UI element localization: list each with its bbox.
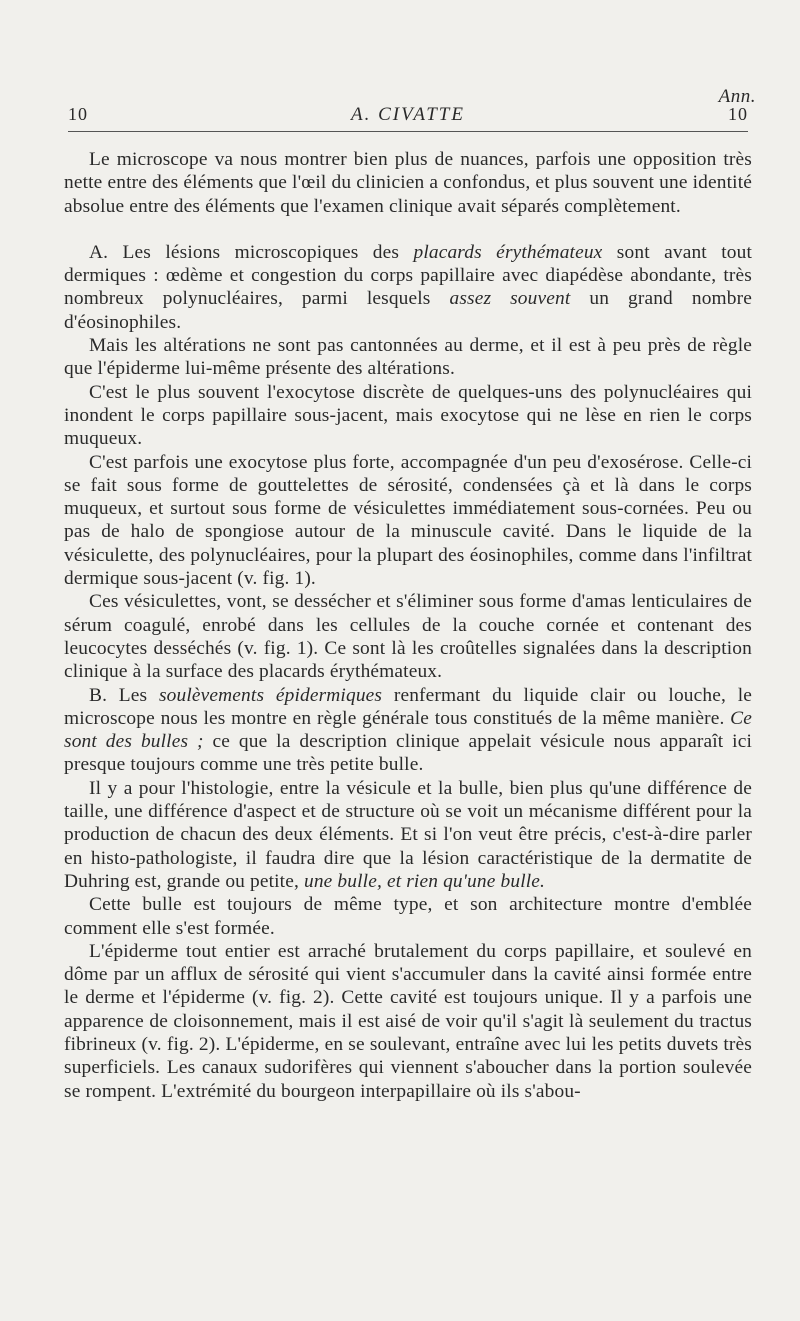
text-run: Cette bulle est toujours de même type, et son architecture montre d'emblée comment elle s'est formée. (64, 894, 752, 939)
text-run: Mais les altérations ne sont pas cantonnées au derme, et il est à peu près de règle que l'épiderme lui-même présente des altérations. (64, 335, 752, 380)
paragraph (64, 148, 752, 218)
paragraph (64, 590, 752, 683)
text-run: Le microscope va nous montrer bien plus de nuances, parfois une opposition très nette entre des éléments que l'œil du clinicien a confondus, et plus souvent une identité absolue entre des éléments que l'examen clinique avait séparés complètement. (64, 149, 752, 217)
paragraph (64, 684, 752, 777)
paragraph (64, 893, 752, 940)
body-text (64, 148, 752, 1103)
paragraph (64, 940, 752, 1103)
italic-text: une bulle, et rien qu'une bulle. (303, 870, 546, 892)
text-run: B. Les (89, 684, 159, 706)
page-header (68, 104, 748, 130)
text-run: un grand nombre d'éosinophiles. (64, 288, 752, 333)
italic-text: soulèvements épidermiques (158, 684, 383, 706)
margin-annotation: Ann. (718, 86, 756, 107)
paragraph (64, 777, 752, 893)
running-title: A. CIVATTE (351, 104, 465, 125)
paragraph (64, 241, 752, 334)
paragraph (64, 334, 752, 381)
text-run: A. Les lésions microscopiques des (89, 241, 414, 263)
text-run: C'est parfois une exocytose plus forte, accompagnée d'un peu d'exosérose. Celle-ci se fait sous forme de gouttelettes de sérosité, condensées çà et là dans le corps muqueux, et surtout sous forme de vésiculettes immédiatement sous-cornées. Peu ou pas de halo de spongiose autour de la minuscule cavité. Dans le liquide de la vésiculette, des polynucléaires, pour la plupart des éosinophiles, comme dans l'infiltrat dermique sous-jacent (v. fig. 1). (64, 451, 752, 590)
text-run: L'épiderme tout entier est arraché brutalement du corps papillaire, et soulevé en dôme par un afflux de sérosité qui vient s'accumuler dans la cavité ainsi formée entre le derme et l'épiderme (v. fig. 2). Cette cavité est toujours unique. Il y a parfois une apparence de cloisonnement, mais il est aisé de voir qu'il s'agit là seulement du tractus fibrineux (v. fig. 2). L'épiderme, en se soulevant, entraîne avec lui les petits duvets très superficiels. Les canaux sudorifères qui viennent s'aboucher dans la portion soulevée se rompent. L'extrémité du bourgeon interpapillaire où ils s'abou- (64, 940, 752, 1102)
text-run: C'est le plus souvent l'exocytose discrète de quelques-uns des polynucléaires qui inondent le corps papillaire sous-jacent, mais exocytose qui ne lèse en rien le corps muqueux. (64, 381, 752, 450)
paragraph (64, 451, 752, 591)
text-run: sont avant tout dermiques : œdème et congestion du corps papillaire avec diapédèse abondante, très nombreux polynucléaires, parmi lesquels (64, 241, 752, 310)
italic-text: assez souvent (449, 288, 571, 310)
header-rule (68, 131, 748, 132)
text-run: renfermant du liquide clair ou louche, le microscope nous les montre en règle générale tous constitués de la même manière. (64, 684, 752, 729)
page-number-right: 10 (728, 104, 748, 124)
paragraph (64, 381, 752, 451)
text-run: Ces vésiculettes, vont, se dessécher et s'éliminer sous forme d'amas lenticulaires de sérum coagulé, enrobé dans les cellules de la couche cornée et contenant des leucocytes desséchés (v. fig. 1). Ce sont là les croûtelles signalées dans la description clinique à la surface des placards érythémateux. (64, 591, 752, 683)
text-run: Il y a pour l'histologie, entre la vésicule et la bulle, bien plus qu'une différence de taille, une différence d'aspect et de structure où se voit un mécanisme différent pour la production de chacun des deux éléments. Et si l'on veut être précis, c'est-à-dire parler en histo-pathologiste, il faudra dire que la lésion caractéristique de la dermatite de Duhring est, grande ou petite, (64, 777, 752, 892)
italic-text: placards érythémateux (413, 241, 603, 263)
text-run: ce que la description clinique appelait vésicule nous apparaît ici presque toujours comme une très petite bulle. (64, 731, 752, 776)
page-number-left: 10 (68, 104, 88, 124)
italic-text: Ce sont des bulles ; (64, 707, 752, 753)
